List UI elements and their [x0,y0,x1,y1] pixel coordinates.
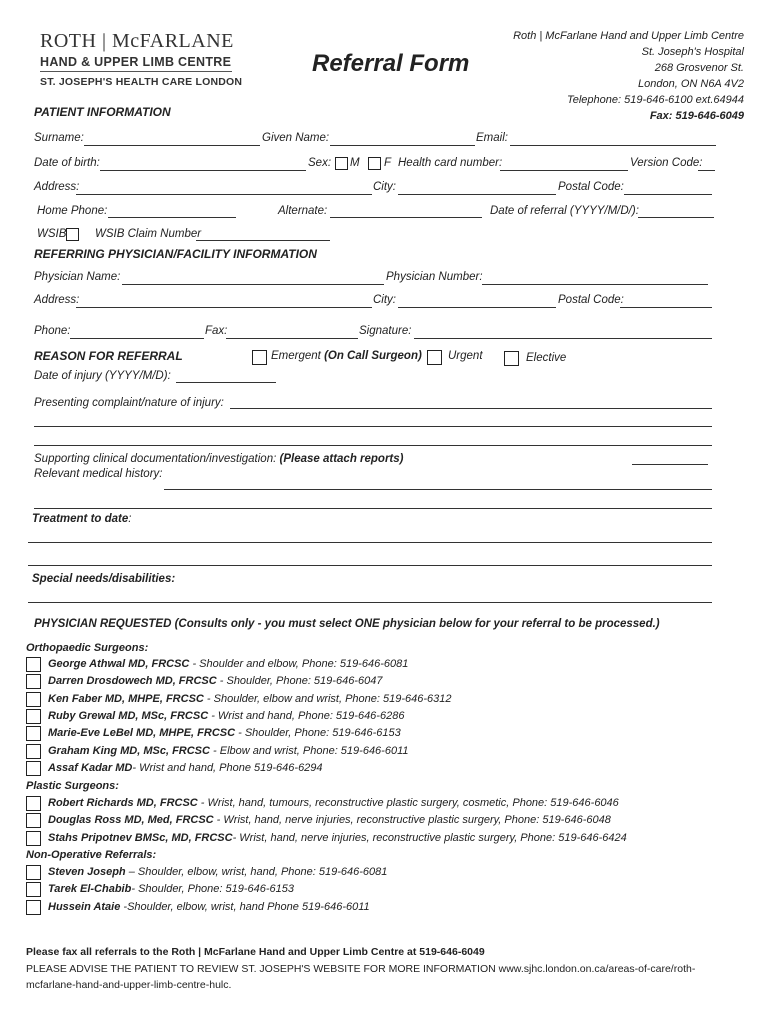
ortho-physician-desc: - Shoulder, Phone: 519-646-6153 [235,727,401,740]
physician-phone-label: Phone: [34,325,71,337]
nonop-physician-desc: -Shoulder, elbow, wrist, hand Phone 519-646-6011 [120,900,370,913]
ortho-physician-desc: - Wrist and hand, Phone 519-646-6294 [132,761,323,774]
ortho-item [48,675,382,687]
plastic-physician-name: Stahs Pripotnev BMSc, MD, FRCSC [48,831,233,844]
treatment-input-1[interactable] [28,542,712,543]
alternate-input[interactable] [330,217,482,218]
nonop-physician-name: Tarek El-Chabib [48,883,132,896]
logo-line-2: HAND & UPPER LIMB CENTRE [40,55,232,69]
postal-label: Postal Code: [558,181,624,193]
supporting-text: Supporting clinical documentation/investigation: [34,453,277,465]
given-name-input[interactable] [330,145,475,146]
urgent-checkbox[interactable] [427,350,442,365]
emergent-text: Emergent [271,350,321,362]
sex-f-checkbox[interactable] [368,157,381,170]
email-label: Email: [476,132,508,144]
ortho-heading: Orthopaedic Surgeons: [26,642,149,654]
special-needs-input[interactable] [28,602,712,603]
plastic-physician-desc: - Wrist, hand, tumours, reconstructive plastic surgery, cosmetic, Phone: 519-646-6046 [197,797,619,809]
plastic-physician-name: Douglas Ross MD, Med, FRCSC [48,814,214,827]
ortho-item [48,710,404,722]
wsib-label: WSIB [37,228,67,240]
wsib-claim-label: WSIB Claim Number [95,228,202,240]
surname-label: Surname: [34,132,84,144]
ortho-checkbox[interactable] [26,726,41,741]
nonop-checkbox[interactable] [26,900,41,915]
sex-label: Sex: [308,157,332,169]
wsib-checkbox[interactable] [66,228,79,241]
footer-advise-line-2: mcfarlane-hand-and-upper-limb-centre-hulc. [26,979,232,991]
requested-note: (Consults only - you must select ONE physician below for your referral to be processed.) [174,618,660,630]
emergent-label [271,350,422,362]
physician-name-input[interactable] [122,284,384,285]
address-line-6: Fax: 519-646-6049 [649,110,744,122]
requested-heading-text: PHYSICIAN REQUESTED [34,618,172,630]
city-input[interactable] [398,194,556,195]
plastic-physician-name: Robert Richards MD, FRCSC [48,797,198,809]
address-line-3: 268 Grosvenor St. [654,62,744,74]
plastic-physician-desc: - Wrist, hand, nerve injuries, reconstructive plastic surgery, Phone: 519-646-6424 [232,831,627,844]
nonop-item [48,883,294,895]
injury-date-label: Date of injury (YYYY/M/D): [34,370,171,382]
nonop-physician-desc: – Shoulder, elbow, wrist, hand, Phone: 519-646-6081 [125,866,388,878]
physician-requested-heading [34,618,660,630]
treatment-text: Treatment to date [32,513,129,525]
footer-advise-line-1: PLEASE ADVISE THE PATIENT TO REVIEW ST. JOSEPH'S WEBSITE FOR MORE INFORMATION www.sjhc.london.on.ca/areas-of-care/roth- [26,963,696,975]
physician-phone-input[interactable] [70,338,204,339]
signature-label: Signature: [359,325,412,337]
physician-city-input[interactable] [398,307,556,308]
physician-fax-input[interactable] [226,338,358,339]
address-line-1: Roth | McFarlane Hand and Upper Limb Centre [513,30,744,42]
logo-divider [40,71,232,72]
ortho-checkbox[interactable] [26,709,41,724]
nonop-checkbox[interactable] [26,882,41,897]
plastic-heading: Plastic Surgeons: [26,780,119,792]
nonop-item [48,866,387,878]
ortho-checkbox[interactable] [26,761,41,776]
given-name-label: Given Name: [262,132,330,144]
ortho-physician-desc: - Elbow and wrist, Phone: 519-646-6011 [209,744,409,757]
home-phone-label: Home Phone: [37,205,108,217]
address-line-5: Telephone: 519-646-6100 ext.64944 [567,94,744,106]
complaint-input-2[interactable] [34,426,712,427]
nonop-physician-name: Hussein Ataie [48,900,121,913]
sex-f-label: F [384,157,392,169]
alternate-label: Alternate: [278,205,328,217]
dob-label: Date of birth: [34,157,100,169]
home-phone-input[interactable] [108,217,236,218]
plastic-checkbox[interactable] [26,796,41,811]
page-title: Referral Form [312,50,470,77]
reason-heading: REASON FOR REFERRAL [34,349,183,363]
health-card-label: Health card number: [398,157,503,169]
ortho-physician-name: Ruby Grewal MD, MSc, FRCSC [48,709,209,722]
physician-info-heading: REFERRING PHYSICIAN/FACILITY INFORMATION [34,247,317,261]
ortho-physician-name: Assaf Kadar MD [48,761,133,774]
plastic-item [48,814,611,826]
plastic-item [48,832,627,844]
special-needs-label: Special needs/disabilities: [32,573,176,585]
ortho-physician-desc: - Shoulder, Phone: 519-646-6047 [216,675,383,688]
plastic-checkbox[interactable] [26,831,41,846]
address-input[interactable] [76,194,372,195]
physician-postal-input[interactable] [620,307,712,308]
ortho-checkbox[interactable] [26,657,41,672]
physician-address-label: Address: [34,294,80,306]
physician-fax-label: Fax: [205,325,228,337]
ortho-physician-name: Darren Drosdowech MD, FRCSC [48,675,217,688]
patient-info-heading: PATIENT INFORMATION [34,105,171,119]
dob-input[interactable] [100,170,306,171]
nonop-physician-name: Steven Joseph [48,866,126,878]
ortho-physician-name: George Athwal MD, FRCSC [48,658,190,670]
nonop-checkbox[interactable] [26,865,41,880]
plastic-item [48,797,619,809]
city-label: City: [373,181,396,193]
address-label: Address: [34,181,80,193]
physician-address-input[interactable] [76,307,372,308]
physician-postal-label: Postal Code: [558,294,624,306]
date-referral-label: Date of referral (YYYY/M/D/): [490,205,639,217]
history-label: Relevant medical history: [34,468,163,480]
ortho-item [48,693,452,705]
urgent-label: Urgent [448,350,483,362]
postal-input[interactable] [624,194,712,195]
treatment-input-2[interactable] [28,565,712,566]
physician-number-input[interactable] [482,284,708,285]
supporting-label [34,453,404,465]
treatment-label [32,513,131,525]
physician-name-label: Physician Name: [34,271,121,283]
date-referral-input[interactable] [638,217,714,218]
supporting-note: (Please attach reports) [279,453,404,465]
ortho-checkbox[interactable] [26,674,41,689]
ortho-checkbox[interactable] [26,692,41,707]
nonop-physician-desc: - Shoulder, Phone: 519-646-6153 [131,883,295,896]
ortho-physician-desc: - Shoulder, elbow and wrist, Phone: 519-646-6312 [203,692,452,705]
wsib-claim-input[interactable] [196,240,330,241]
ortho-physician-desc: - Wrist and hand, Phone: 519-646-6286 [208,709,405,722]
history-input-1[interactable] [164,489,712,490]
email-input[interactable] [510,145,716,146]
physician-number-label: Physician Number: [386,271,483,283]
plastic-checkbox[interactable] [26,813,41,828]
logo-line-3: ST. JOSEPH'S HEALTH CARE LONDON [40,76,243,88]
nonop-heading: Non-Operative Referrals: [26,849,157,861]
emergent-note: (On Call Surgeon) [324,350,422,362]
ortho-item [48,745,409,757]
sex-m-checkbox[interactable] [335,157,348,170]
centre-address [513,28,744,124]
address-line-4: London, ON N6A 4V2 [638,78,744,90]
ortho-item [48,727,401,739]
ortho-checkbox[interactable] [26,744,41,759]
complaint-input-1[interactable] [230,408,712,409]
elective-label: Elective [526,352,567,364]
complaint-input-3[interactable] [34,445,712,446]
ortho-physician-desc: - Shoulder and elbow, Phone: 519-646-6081 [189,658,409,670]
sex-m-label: M [350,157,360,169]
treatment-colon: : [128,513,132,525]
history-input-2[interactable] [34,508,712,509]
ortho-item [48,658,408,670]
version-code-input[interactable] [698,170,715,171]
version-code-label: Version Code: [630,157,703,169]
nonop-item [48,901,370,913]
address-line-2: St. Joseph's Hospital [641,46,744,58]
emergent-checkbox[interactable] [252,350,267,365]
logo-line-1: ROTH | McFARLANE [40,30,234,52]
surname-input[interactable] [84,145,260,146]
ortho-item [48,762,323,774]
footer-fax-line: Please fax all referrals to the Roth | McFarlane Hand and Upper Limb Centre at 519-646-6049 [26,946,485,958]
signature-input[interactable] [414,338,712,339]
physician-city-label: City: [373,294,396,306]
ortho-physician-name: Ken Faber MD, MHPE, FRCSC [48,692,204,705]
supporting-input[interactable] [632,464,708,465]
ortho-physician-name: Graham King MD, MSc, FRCSC [48,744,210,757]
elective-checkbox[interactable] [504,351,519,366]
ortho-physician-name: Marie-Eve LeBel MD, MHPE, FRCSC [48,727,236,740]
complaint-label: Presenting complaint/nature of injury: [34,397,224,409]
health-card-input[interactable] [500,170,628,171]
injury-date-input[interactable] [176,382,276,383]
plastic-physician-desc: - Wrist, hand, nerve injuries, reconstructive plastic surgery, Phone: 519-646-6048 [213,814,611,827]
